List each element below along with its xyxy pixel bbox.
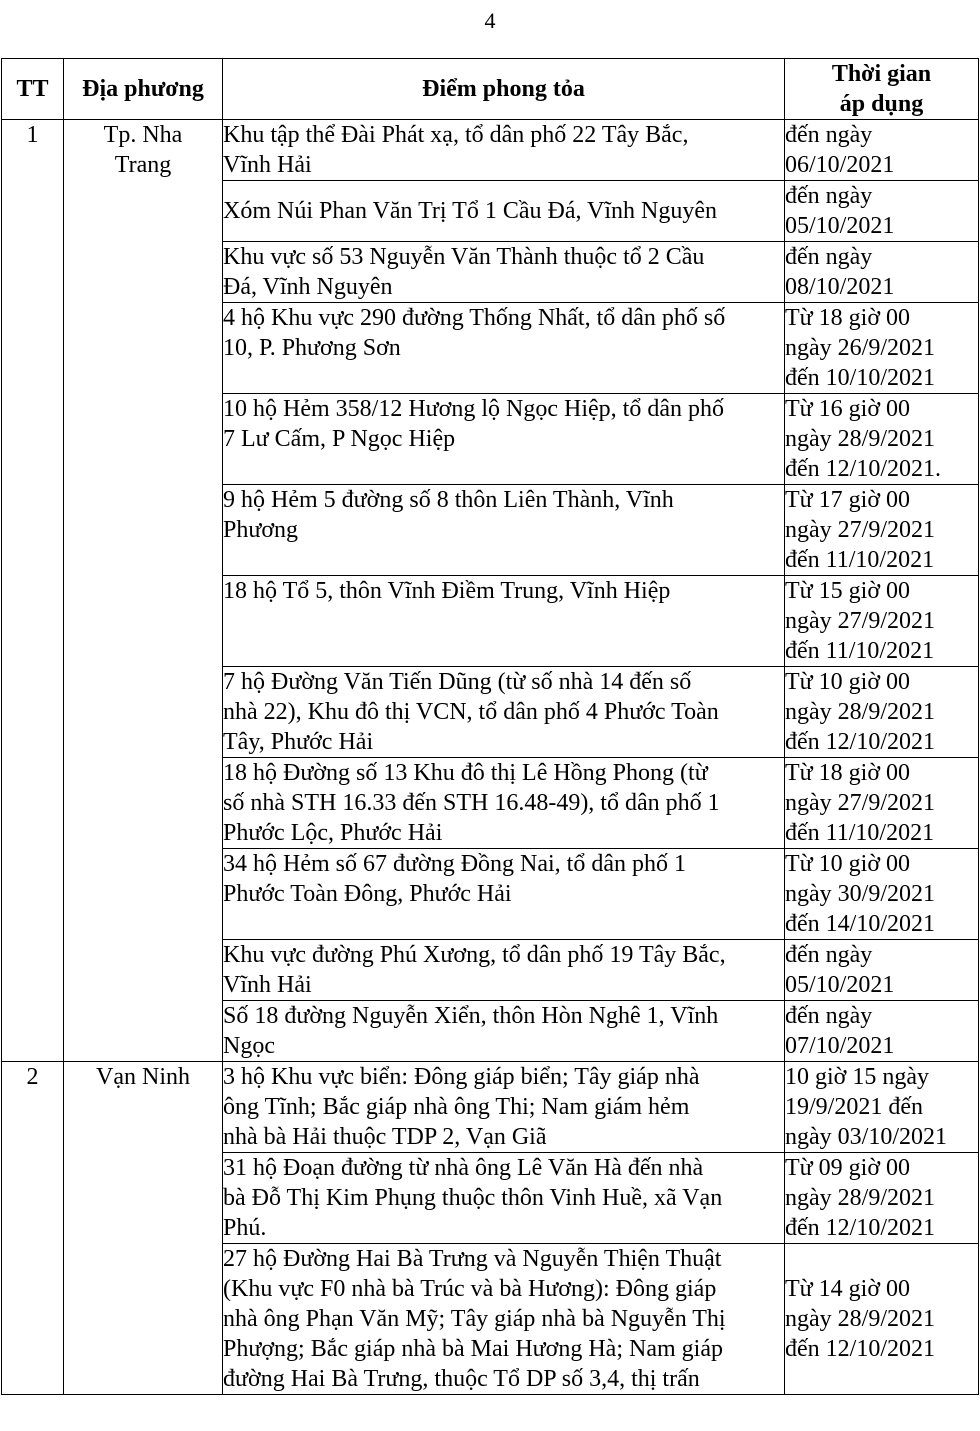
group-2-locality — [64, 1062, 223, 1395]
point-line: 10, P. Phương Sơn — [223, 335, 401, 361]
time-cell — [785, 758, 979, 849]
point-line: Vĩnh Hải — [223, 972, 312, 998]
point-line: Khu vực đường Phú Xương, tổ dân phố 19 Tây Bắc, — [223, 942, 726, 968]
header-time — [785, 59, 979, 120]
time-cell — [785, 303, 979, 394]
point-line: Phượng; Bắc giáp nhà bà Mai Hương Hà; Nam giáp — [223, 1336, 723, 1362]
point-line: Số 18 đường Nguyễn Xiển, thôn Hòn Nghê 1, Vĩnh — [223, 1003, 719, 1029]
point-line: 18 hộ Đường số 13 Khu đô thị Lê Hồng Phong (từ — [223, 760, 708, 786]
time-line: đến 12/10/2021. — [785, 456, 941, 482]
time-line: ngày 28/9/2021 — [785, 426, 935, 452]
header-time-line2: áp dụng — [839, 91, 924, 117]
point-line: Vĩnh Hải — [223, 152, 312, 178]
time-cell — [785, 576, 979, 667]
point-cell — [223, 394, 785, 485]
point-line: 7 Lư Cấm, P Ngọc Hiệp — [223, 426, 456, 452]
point-line: nhà 22), Khu đô thị VCN, tổ dân phố 4 Phước Toàn — [223, 699, 719, 725]
time-line: ngày 27/9/2021 — [785, 790, 935, 816]
time-cell — [785, 242, 979, 303]
time-cell — [785, 120, 979, 181]
time-cell — [785, 485, 979, 576]
point-cell — [223, 576, 785, 667]
time-cell — [785, 181, 979, 242]
point-line: 4 hộ Khu vực 290 đường Thống Nhất, tổ dân phố số — [223, 305, 726, 331]
time-line: đến 11/10/2021 — [785, 820, 935, 846]
time-line: ngày 26/9/2021 — [785, 335, 935, 361]
time-line: 05/10/2021 — [785, 213, 895, 239]
time-cell — [785, 1153, 979, 1244]
time-cell — [785, 394, 979, 485]
time-line: đến ngày — [785, 122, 873, 148]
point-line: 18 hộ Tổ 5, thôn Vĩnh Điềm Trung, Vĩnh Hiệp — [223, 578, 671, 604]
point-cell — [223, 940, 785, 1001]
time-line: 05/10/2021 — [785, 972, 895, 998]
time-line: ngày 28/9/2021 — [785, 699, 935, 725]
time-cell — [785, 1001, 979, 1062]
time-cell — [785, 1062, 979, 1153]
page-number: 4 — [484, 8, 496, 33]
point-line: nhà bà Hải thuộc TDP 2, Vạn Giã — [223, 1124, 547, 1150]
point-line: bà Đỗ Thị Kim Phụng thuộc thôn Vinh Huề, xã Vạn — [223, 1185, 723, 1211]
time-line: đến 12/10/2021 — [785, 1215, 935, 1241]
point-cell — [223, 1062, 785, 1153]
point-cell — [223, 120, 785, 181]
quarantine-table — [1, 58, 979, 1395]
time-line: đến 12/10/2021 — [785, 1336, 935, 1362]
point-line: đường Hai Bà Trưng, thuộc Tổ DP số 3,4, thị trấn — [223, 1366, 700, 1392]
point-line: ông Tĩnh; Bắc giáp nhà ông Thi; Nam giám hẻm — [223, 1094, 690, 1120]
time-cell — [785, 1244, 979, 1395]
point-line: Phước Lộc, Phước Hải — [223, 820, 443, 846]
time-line: Từ 15 giờ 00 — [785, 578, 911, 604]
point-line: 7 hộ Đường Văn Tiến Dũng (từ số nhà 14 đến số — [223, 669, 692, 695]
point-line: Phương — [223, 517, 299, 543]
time-line: 08/10/2021 — [785, 274, 895, 300]
table-row — [2, 1062, 979, 1153]
point-line: 27 hộ Đường Hai Bà Trưng và Nguyễn Thiện Thuật — [223, 1246, 722, 1272]
point-cell — [223, 181, 785, 242]
point-line: Phú. — [223, 1215, 267, 1241]
group-1-locality-line2: Trang — [114, 152, 172, 178]
header-time-line1: Thời gian — [831, 61, 932, 87]
header-locality: Địa phương — [64, 59, 223, 120]
time-line: đến ngày — [785, 1003, 873, 1029]
time-line: ngày 28/9/2021 — [785, 1306, 935, 1332]
time-line: 10 giờ 15 ngày — [785, 1064, 930, 1090]
time-line: đến ngày — [785, 183, 873, 209]
point-line: Xóm Núi Phan Văn Trị Tổ 1 Cầu Đá, Vĩnh Nguyên — [223, 198, 718, 224]
header-point: Điểm phong tỏa — [223, 59, 785, 120]
time-line: Từ 09 giờ 00 — [785, 1155, 911, 1181]
point-line: Khu tập thể Đài Phát xạ, tổ dân phố 22 Tây Bắc, — [223, 122, 689, 148]
time-line: Từ 10 giờ 00 — [785, 669, 911, 695]
point-line: (Khu vực F0 nhà bà Trúc và bà Hương): Đông giáp — [223, 1276, 717, 1302]
point-line: Ngọc — [223, 1033, 275, 1059]
time-line: Từ 16 giờ 00 — [785, 396, 911, 422]
table-header-row — [2, 59, 979, 120]
time-line: đến 11/10/2021 — [785, 638, 935, 664]
time-line: 07/10/2021 — [785, 1033, 895, 1059]
group-2-tt: 2 — [2, 1062, 64, 1395]
point-line: Tây, Phước Hải — [223, 729, 374, 755]
time-line: đến ngày — [785, 942, 873, 968]
point-line: Phước Toàn Đông, Phước Hải — [223, 881, 512, 907]
point-cell — [223, 758, 785, 849]
time-line: đến 11/10/2021 — [785, 547, 935, 573]
point-line: 9 hộ Hẻm 5 đường số 8 thôn Liên Thành, Vĩnh — [223, 487, 674, 513]
time-line: ngày 03/10/2021 — [785, 1124, 947, 1150]
time-cell — [785, 849, 979, 940]
point-line: 34 hộ Hẻm số 67 đường Đồng Nai, tổ dân phố 1 — [223, 851, 686, 877]
point-cell — [223, 1001, 785, 1062]
time-line: đến 14/10/2021 — [785, 911, 935, 937]
table-row — [2, 120, 979, 181]
time-line: Từ 14 giờ 00 — [785, 1276, 911, 1302]
time-line: 06/10/2021 — [785, 152, 895, 178]
point-cell — [223, 1244, 785, 1395]
point-line: Đá, Vĩnh Nguyên — [223, 274, 393, 300]
point-line: nhà ông Phạn Văn Mỹ; Tây giáp nhà bà Nguyễn Thị — [223, 1306, 726, 1332]
group-1-locality — [64, 120, 223, 1062]
point-cell — [223, 485, 785, 576]
time-line: ngày 27/9/2021 — [785, 517, 935, 543]
group-1-tt: 1 — [2, 120, 64, 1062]
time-line: Từ 17 giờ 00 — [785, 487, 911, 513]
point-cell — [223, 303, 785, 394]
time-line: đến 12/10/2021 — [785, 729, 935, 755]
group-2-locality-line1: Vạn Ninh — [96, 1064, 190, 1090]
time-line: Từ 10 giờ 00 — [785, 851, 911, 877]
time-line: đến 10/10/2021 — [785, 365, 935, 391]
point-line: số nhà STH 16.33 đến STH 16.48-49), tổ dân phố 1 — [223, 790, 720, 816]
time-line: đến ngày — [785, 244, 873, 270]
time-line: 19/9/2021 đến — [785, 1094, 923, 1120]
group-1-locality-line1: Tp. Nha — [103, 122, 183, 148]
point-line: 10 hộ Hẻm 358/12 Hương lộ Ngọc Hiệp, tổ dân phố — [223, 396, 724, 422]
point-cell — [223, 849, 785, 940]
point-cell — [223, 1153, 785, 1244]
point-line: 3 hộ Khu vực biển: Đông giáp biển; Tây giáp nhà — [223, 1064, 700, 1090]
time-line: Từ 18 giờ 00 — [785, 305, 911, 331]
time-cell — [785, 667, 979, 758]
point-line: 31 hộ Đoạn đường từ nhà ông Lê Văn Hà đến nhà — [223, 1155, 704, 1181]
time-line: Từ 18 giờ 00 — [785, 760, 911, 786]
time-line: ngày 28/9/2021 — [785, 1185, 935, 1211]
time-line: ngày 30/9/2021 — [785, 881, 935, 907]
point-cell — [223, 242, 785, 303]
point-cell — [223, 667, 785, 758]
point-line: Khu vực số 53 Nguyễn Văn Thành thuộc tổ 2 Cầu — [223, 244, 705, 270]
header-tt: TT — [2, 59, 64, 120]
time-line: ngày 27/9/2021 — [785, 608, 935, 634]
time-cell — [785, 940, 979, 1001]
